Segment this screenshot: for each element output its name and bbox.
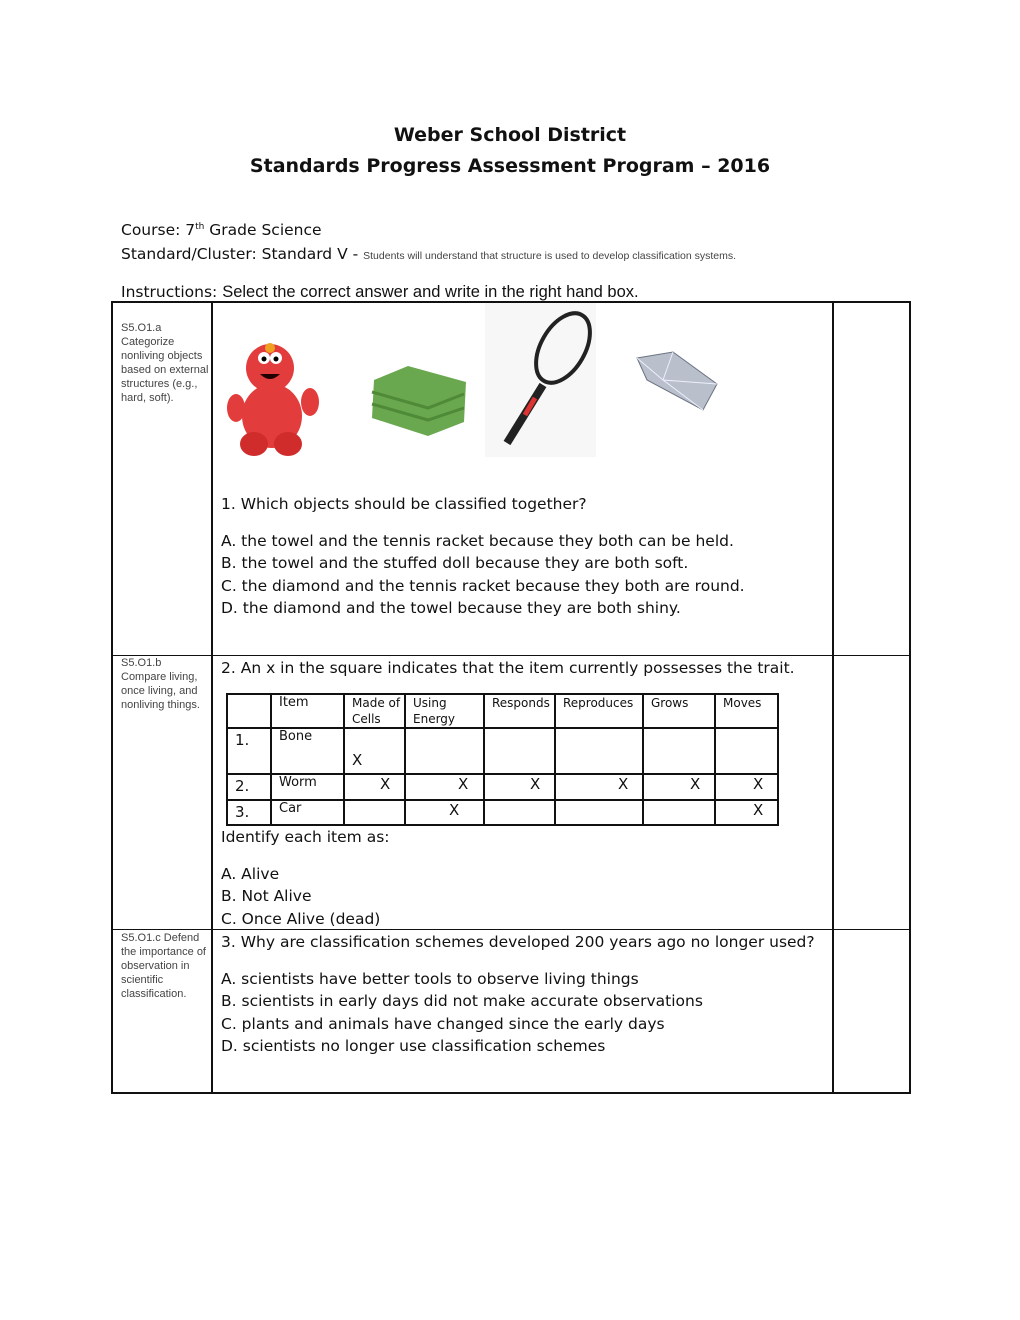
- grid-line: [270, 693, 272, 825]
- row-divider: [111, 655, 911, 656]
- row-number: 1.: [235, 731, 250, 749]
- trait-mark: X: [380, 775, 391, 793]
- col-divider: [211, 301, 213, 1094]
- trait-mark: X: [753, 801, 764, 819]
- q3-question: 3. Why are classification schemes developed 200 years ago no longer used?: [221, 933, 815, 951]
- grid-line: [226, 693, 228, 825]
- q1-option-a: A. the towel and the tennis racket because they both can be held.: [221, 532, 734, 550]
- q2-standard: S5.O1.b Compare living, once living, and nonliving things.: [121, 657, 200, 711]
- q3-standard: S5.O1.c Defend the importance of observation in scientific classification.: [121, 932, 206, 1000]
- table-border: [111, 301, 113, 1094]
- column-header: Moves: [723, 696, 762, 710]
- standard-line: Standard/Cluster: Standard V - Students will understand that structure is used to develop classification systems.: [121, 245, 737, 263]
- trait-mark: X: [618, 775, 629, 793]
- q1-option-b: B. the towel and the stuffed doll because they are both soft.: [221, 554, 689, 572]
- grid-line: [404, 693, 406, 825]
- trait-mark: X: [458, 775, 469, 793]
- item-name: Bone: [279, 729, 313, 744]
- grid-line: [483, 693, 485, 825]
- trait-mark: X: [690, 775, 701, 793]
- row-divider: [111, 929, 911, 930]
- grid-line: [714, 693, 716, 825]
- column-header: Reproduces: [563, 696, 634, 710]
- grid-line: [777, 693, 779, 825]
- q3-option-c: C. plants and animals have changed since the early days: [221, 1015, 665, 1033]
- trait-mark: X: [753, 775, 764, 793]
- row-number: 2.: [235, 777, 250, 795]
- course-line: Course: 7th Grade Science: [121, 221, 322, 239]
- q2-question: 2. An x in the square indicates that the item currently possesses the trait.: [221, 659, 795, 677]
- table-border: [111, 1092, 911, 1094]
- grid-line: [642, 693, 644, 825]
- q3-answer-box[interactable]: [834, 931, 909, 1092]
- q1-option-d: D. the diamond and the towel because they are both shiny.: [221, 599, 681, 617]
- district-title: Weber School District: [393, 124, 627, 146]
- diamond-image: [633, 350, 721, 414]
- q2-answer-box[interactable]: [834, 657, 909, 929]
- q3-option-a: A. scientists have better tools to observe living things: [221, 970, 639, 988]
- instructions-line: Instructions: Select the correct answer and write in the right hand box.: [121, 283, 639, 301]
- item-name: Car: [279, 801, 302, 816]
- q1-option-c: C. the diamond and the tennis racket because they both are round.: [221, 577, 745, 595]
- q1-question: 1. Which objects should be classified together?: [221, 495, 587, 513]
- q2-option-a: A. Alive: [221, 865, 280, 883]
- grid-line: [226, 824, 779, 826]
- trait-mark: X: [449, 801, 460, 819]
- q3-option-b: B. scientists in early days did not make accurate observations: [221, 992, 703, 1010]
- grid-line: [343, 693, 345, 825]
- elmo-doll-image: [226, 338, 322, 458]
- q1-answer-box[interactable]: [834, 303, 909, 655]
- item-name: Worm: [279, 775, 317, 790]
- column-header: Responds: [492, 696, 550, 710]
- column-header: Using Energy: [413, 696, 456, 726]
- q3-option-d: D. scientists no longer use classification schemes: [221, 1037, 606, 1055]
- grid-line: [554, 693, 556, 825]
- trait-mark: X: [530, 775, 541, 793]
- q2-prompt: Identify each item as:: [221, 828, 390, 846]
- program-title: Standards Progress Assessment Program – 2016: [249, 155, 771, 177]
- row-number: 3.: [235, 803, 250, 821]
- towel-image: [368, 362, 470, 438]
- trait-mark: X: [352, 751, 363, 769]
- tennis-racket-image: [485, 303, 596, 457]
- column-header: Made of Cells: [352, 696, 401, 726]
- q2-option-c: C. Once Alive (dead): [221, 910, 381, 928]
- column-header: Item: [279, 695, 309, 710]
- table-border: [909, 301, 911, 1094]
- q1-standard: S5.O1.a Categorize nonliving objects based on external structures (e.g., hard, soft).: [121, 322, 209, 404]
- grid-line: [226, 799, 779, 801]
- column-header: Grows: [651, 696, 689, 710]
- q2-option-b: B. Not Alive: [221, 887, 312, 905]
